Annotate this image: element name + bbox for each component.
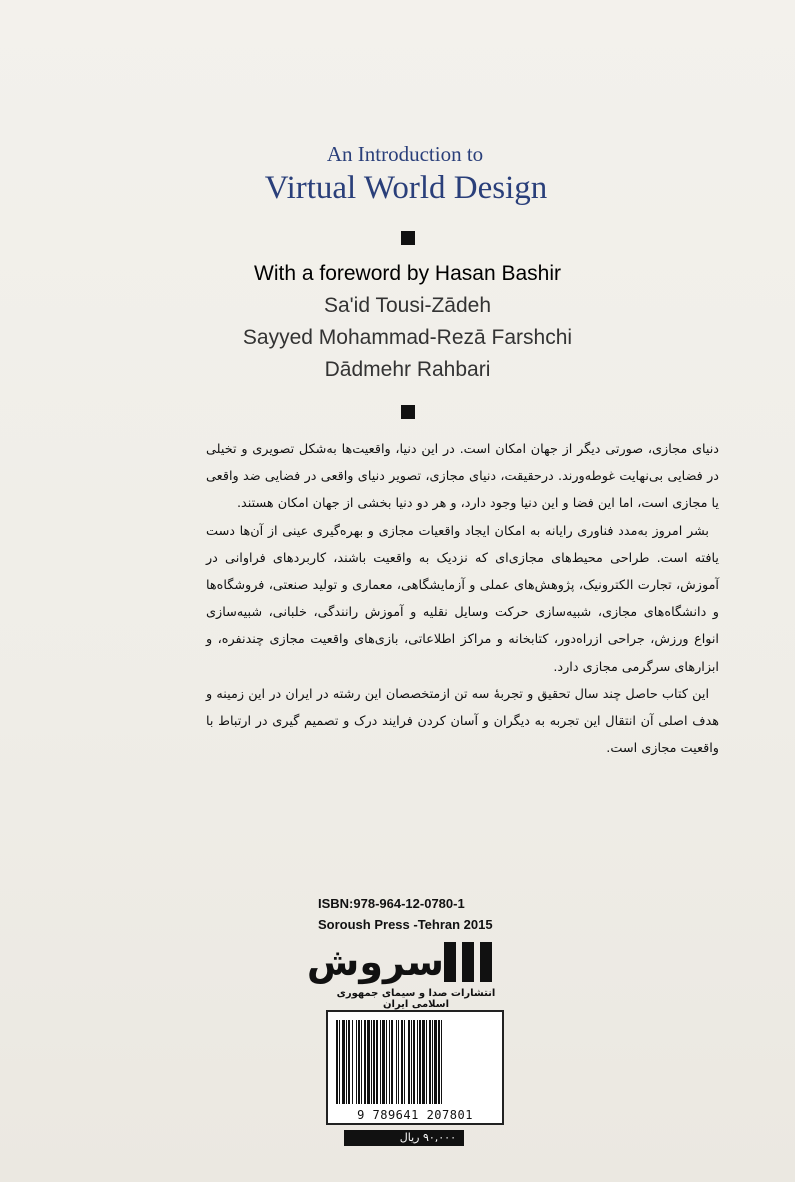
- barcode-digits: 9 789641 207801: [357, 1108, 473, 1122]
- blurb-paragraph-1: دنیای مجازی، صورتی دیگر از جهان امکان است. در این دنیا، واقعیت‌ها به‌شکل تصویری و تخیلی در فضایی بی‌نهایت غوطه‌ورند. درحقیقت، دنیای مجازی، تصویر دنیای واقعی در فضایی ضد واقعی یا مجازی است، اما این فضا و این دنیا وجود دارد، و هر دو دنیا بخشی از جهان امکان هستند.: [206, 442, 719, 512]
- publisher-logo: [306, 936, 506, 1010]
- author-3: Dādmehr Rahbari: [324, 358, 491, 381]
- title-line-1: An Introduction to: [326, 142, 484, 166]
- separator-square-bottom: [401, 405, 415, 419]
- blurb-paragraph-3: این کتاب حاصل چند سال تحقیق و تجربهٔ سه تن ازمتخصصان این رشته در ایران در این زمینه و هدف اصلی آن انتقال این تجربه به دیگران و آسان کردن فرایند درک و تصمیم گیری در ارتباط با واقعیت مجازی است.: [206, 686, 719, 757]
- publisher-line: Soroush Press -Tehran 2015: [318, 917, 493, 932]
- title-line-2: Virtual World Design: [264, 170, 548, 206]
- author-1: Sa'id Tousi-Zādeh: [323, 294, 492, 317]
- isbn-block: [318, 893, 508, 935]
- logo-subtitle: انتشارات صدا و سیمای جمهوری اسلامی ایران: [336, 988, 496, 1010]
- credits-block: [0, 258, 795, 386]
- barcode-bars-icon: [334, 1020, 496, 1106]
- logo-wordmark: سروش: [306, 940, 444, 984]
- blurb-text: [206, 436, 719, 762]
- separator-square-top: [401, 231, 415, 245]
- foreword-line: With a foreword by Hasan Bashir: [254, 262, 561, 285]
- blurb-paragraph-2: بشر امروز به‌مدد فناوری رایانه به امکان ایجاد واقعیات مجازی و بهره‌گیری عینی از آن‌ها دست یافته است. طراحی محیط‌های مجازی‌ای که نزدیک به واقعیت باشند، کاربردهای فراوانی در آموزش، تجارت الکترونیک، پژوهش‌های عملی و آزمایشگاهی، معماری و تولید صنعتی، فروشگاه‌ها و دانشگاه‌های مجازی، شبیه‌سازی حرکت وسایل نقلیه و آموزش رانندگی، خلبانی، شبیه‌سازی انواع ورزش، جراحی ازراه‌دور، کتابخانه و مراکز اطلاعاتی، بازی‌های واقعیت مجازی چندنفره، و ابزارهای سرگرمی مجازی دارد.: [206, 523, 719, 675]
- author-2: Sayyed Mohammad-Rezā Farshchi: [242, 326, 573, 349]
- barcode: [326, 1010, 504, 1125]
- price-tag: ۹۰,۰۰۰ ریال: [344, 1130, 464, 1146]
- isbn-number: ISBN:978-964-12-0780-1: [318, 896, 465, 911]
